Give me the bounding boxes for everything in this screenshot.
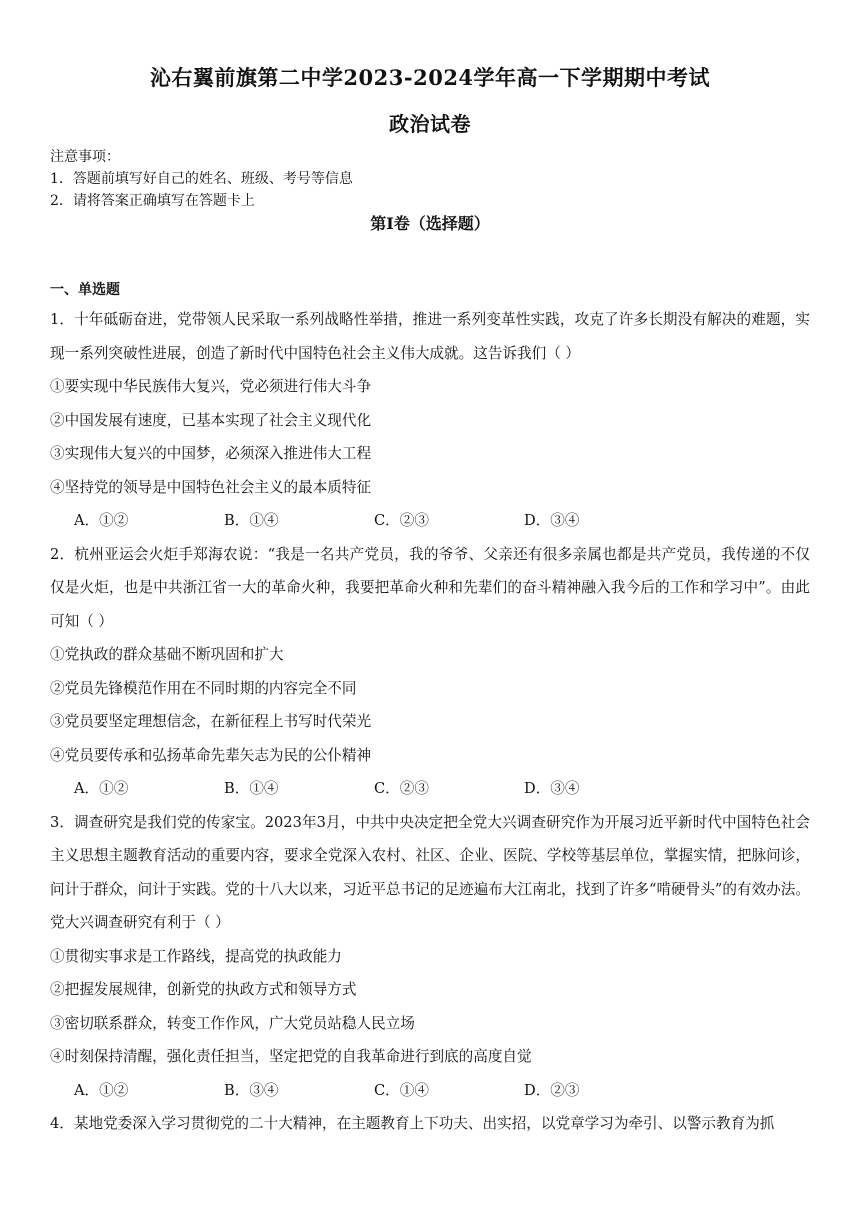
statement-item: ③密切联系群众，转变工作作风，广大党员站稳人民立场 [50,1014,415,1032]
statement-item: ①党执政的群众基础不断巩固和扩大 [50,646,284,663]
option-c[interactable]: C．②③ [374,780,429,797]
notes-item: 1．答题前填写好自己的姓名、班级、考号等信息 [50,171,353,187]
statement-item: ②党员先锋模范作用在不同时期的内容完全不同 [50,679,357,697]
option-b[interactable]: B．③④ [224,1081,279,1099]
statement-item: ④党员要传承和弘扬革命先辈矢志为民的公仆精神 [50,746,372,764]
statement-item: ①要实现中华民族伟大复兴，党必须进行伟大斗争 [50,378,372,395]
statement-item: ②中国发展有速度，已基本实现了社会主义现代化 [50,411,372,429]
notes-block [50,146,353,212]
statement-item: ④坚持党的领导是中国特色社会主义的最本质特征 [50,478,372,496]
questions-list [50,303,810,1141]
statement-item: ③党员要坚定理想信念，在新征程上书写时代荣光 [50,713,372,730]
answer-options [50,1074,810,1108]
question-2 [50,538,810,806]
statement-item: ④时刻保持清醒，强化责任担当，坚定把党的自我革命进行到底的高度自觉 [50,1048,532,1065]
question-4 [50,1107,810,1141]
option-d[interactable]: D．③④ [524,780,580,797]
answer-options [50,504,810,538]
question-stem: 2．杭州亚运会火炬手郑海农说：“我是一名共产党员，我的爷爷、父亲还有很多亲属也都是共产党员，我传递的不仅仅是火炬，也是中共浙江省一大的革命火种，我要把革命火种和先辈们的奋斗精神融入我今后的工作和学习中”。由此可知（ ） [50,545,810,630]
option-b[interactable]: B．①④ [224,512,279,529]
option-a[interactable]: A．①② [74,512,129,529]
notes-item: 2．请将答案正确填写在答题卡上 [50,193,255,209]
option-d[interactable]: D．②③ [524,1081,580,1099]
option-a[interactable]: A．①② [74,780,129,797]
exam-title: 沁右翼前旗第二中学2023-2024学年高一下学期期中考试 [149,65,711,90]
section-title: 第I卷（选择题） [370,214,490,233]
answer-options [50,772,810,806]
question-stem: 4．某地党委深入学习贯彻党的二十大精神，在主题教育上下功夫、出实招，以党章学习为牵引、以警示教育为抓 [50,1115,775,1132]
question-1 [50,303,810,538]
statement-item: ①贯彻实事求是工作路线，提高党的执政能力 [50,947,342,965]
statement-item: ②把握发展规律，创新党的执政方式和领导方式 [50,981,357,998]
notes-heading: 注意事项： [50,149,120,165]
question-3 [50,806,810,1108]
option-a[interactable]: A．①② [74,1081,129,1099]
part-title: 一、单选题 [50,282,120,298]
option-c[interactable]: C．①④ [374,1081,429,1099]
question-stem: 1．十年砥砺奋进，党带领人民采取一系列战略性举措，推进一系列变革性实践，攻克了许多长期没有解决的难题，实现一系列突破性进展，创造了新时代中国特色社会主义伟大成就。这告诉我们（ ） [50,311,810,362]
exam-subtitle: 政治试卷 [389,112,471,136]
question-stem: 3．调查研究是我们党的传家宝。2023年3月，中共中央决定把全党大兴调查研究作为开展习近平新时代中国特色社会主义思想主题教育活动的重要内容，要求全党深入农村、社区、企业、医院、学校等基层单位，掌握实情，把脉问诊，问计于群众，问计于实践。党的十八大以来，习近平总书记的足迹遍布大江南北，找到了许多“啃硬骨头”的有效办法。党大兴调查研究有利于（ ） [50,813,810,931]
option-d[interactable]: D．③④ [524,512,580,529]
option-c[interactable]: C．②③ [374,512,429,529]
option-b[interactable]: B．①④ [224,780,279,797]
statement-item: ③实现伟大复兴的中国梦，必须深入推进伟大工程 [50,445,372,462]
